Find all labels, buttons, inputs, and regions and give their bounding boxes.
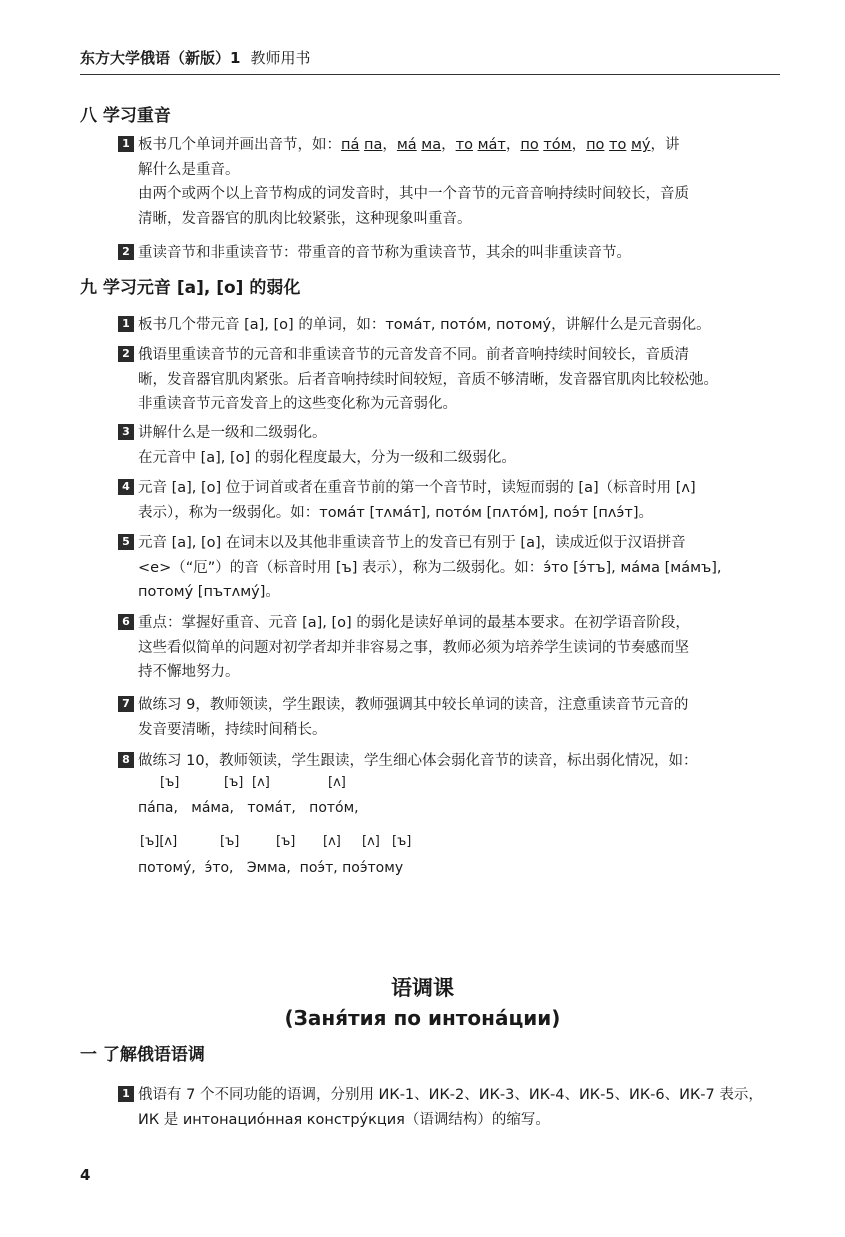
item-line: 发音要清晰，持续时间稍长。 (138, 721, 327, 738)
item-9-1 (118, 313, 783, 338)
separator: ， (571, 137, 587, 153)
item-9-5 (118, 531, 783, 605)
item-line: 做练习 9，教师领读，学生跟读，教师强调其中较长单词的读音，注意重读音节元音的 (138, 697, 689, 713)
item-number-marker: 7 (118, 696, 134, 712)
item-line: 这些看似简单的问题对初学者却并非容易之事，教师必须为培养学生读词的节奏感而坚 (138, 639, 689, 656)
underlined-syllable: по (586, 137, 605, 153)
item-number-marker: 1 (118, 316, 134, 332)
item-line: 元音 [а], [о] 在词末以及其他非重读音节上的发音已有别于 [а]，读成近似于汉语拼音 (138, 535, 686, 551)
phonetic-mark: [ъ] (160, 775, 180, 790)
item-line: 清晰，发音器官的肌肉比较紧张，这种现象叫重音。 (138, 210, 472, 227)
item-9-3 (118, 421, 783, 470)
item-number-marker: 5 (118, 534, 134, 550)
lesson-subtitle: (Заня́тия по интона́ции) (284, 1006, 561, 1030)
item-line: 俄语里重读音节的元音和非重读音节的元音发音不同。前者音响持续时间较长，音质清 (138, 347, 689, 363)
item-9-8 (118, 749, 783, 774)
item-line: 持不懈地努力。 (138, 664, 240, 680)
item-number-marker: 3 (118, 424, 134, 440)
phonetic-mark: [ъ] (220, 834, 240, 849)
underlined-syllable: то́м (543, 137, 572, 153)
item-line: 俄语有 7 个不同功能的语调，分别用 ИК-1、ИК-2、ИК-3、ИК-4、ИК-5、ИК-6、ИК-7 表示， (138, 1087, 763, 1103)
underlined-syllable: то (455, 137, 473, 153)
separator: ， (441, 137, 456, 153)
book-title: 东方大学俄语（新版）1 (80, 49, 241, 67)
item-number-marker: 1 (118, 1086, 134, 1102)
item-number-marker: 8 (118, 752, 134, 768)
item-line: 重读音节和非重读音节：带重音的音节称为重读音节，其余的叫非重读音节。 (138, 245, 631, 261)
item-line: 表示），称为一级弱化。如：тома́т [тʌма́т], пото́м [пʌто́м], поэ́т [пʌэ́т]。 (138, 504, 653, 521)
phonetic-mark: [ъ] (224, 775, 244, 790)
item-line: 非重读音节元音发音上的这些变化称为元音弱化。 (138, 396, 457, 412)
phonetic-mark: [ʌ] (362, 834, 380, 849)
section-heading-9: 九 学习元音 [а], [о] 的弱化 (80, 278, 301, 298)
item-line: 在元音中 [а], [о] 的弱化程度最大，分为一级和二级弱化。 (138, 449, 516, 466)
book-subtitle: 教师用书 (250, 49, 311, 67)
separator: ， (382, 137, 397, 153)
underlined-syllable: му́ (630, 137, 651, 153)
item-8-2 (118, 241, 783, 266)
phonetic-mark: [ъ] (392, 834, 412, 849)
item-number-marker: 1 (118, 136, 134, 152)
item-line: потому́ [пътʌму́]。 (138, 584, 280, 600)
item-9-6 (118, 611, 783, 685)
item-line: ИК 是 интонацио́нная констру́кция（语调结构）的缩写。 (138, 1111, 550, 1128)
item-line: 元音 [а], [о] 位于词首或者在重音节前的第一个音节时，读短而弱的 [а]（标音时用 [ʌ] (138, 480, 696, 496)
item-line: 板书几个带元音 [а], [о] 的单词，如：тома́т, пото́м, потому́，讲解什么是元音弱化。 (138, 317, 711, 333)
example-words: па́па, ма́ма, тома́т, пото́м, (138, 800, 359, 816)
lead-text: 板书几个单词并画出音节，如： (138, 137, 341, 153)
section-heading-8: 八 学习重音 (80, 106, 171, 126)
header-rule (80, 74, 780, 75)
phonetic-mark: [ʌ] (252, 775, 270, 790)
item-number-marker: 4 (118, 479, 134, 495)
lesson-item-1 (118, 1083, 783, 1132)
underlined-syllable: по (520, 137, 539, 153)
phonetic-mark: [ʌ] (328, 775, 346, 790)
running-header (80, 47, 310, 68)
item-8-1 (118, 133, 783, 231)
phonetic-mark: [ʌ] (323, 834, 341, 849)
item-line: 解什么是重音。 (138, 161, 240, 178)
underlined-syllable: ма́ (396, 137, 417, 153)
phonetic-mark: [ъ][ʌ] (140, 834, 178, 849)
tail-text: ，讲 (650, 137, 680, 153)
item-number-marker: 2 (118, 244, 134, 260)
item-line: 重点：掌握好重音、元音 [а], [о] 的弱化是读好单词的最基本要求。在初学语音阶段， (138, 615, 690, 631)
page-number: 4 (80, 1166, 91, 1184)
lesson-title: 语调课 (391, 975, 454, 1000)
underlined-syllable: то (609, 137, 627, 153)
item-9-7 (118, 693, 783, 742)
item-9-4 (118, 476, 783, 525)
example-words: потому́, э́то, Эмма, поэ́т, поэ́тому (138, 860, 404, 876)
underlined-syllable: ма (421, 137, 442, 153)
item-line: 由两个或两个以上音节构成的词发音时，其中一个音节的元音音响持续时间较长，音质 (138, 186, 689, 202)
item-line (138, 133, 783, 158)
separator: ， (505, 137, 521, 153)
underlined-syllable: ма́т (477, 137, 506, 153)
section-heading-1: 一 了解俄语语调 (80, 1045, 205, 1065)
underlined-syllable: па́ (341, 137, 360, 153)
underlined-syllable: па (363, 137, 383, 153)
item-number-marker: 6 (118, 614, 134, 630)
item-line: 晰，发音器官肌肉紧张。后者音响持续时间较短，音质不够清晰，发音器官肌肉比较松弛。 (138, 371, 718, 388)
phonetic-mark: [ъ] (276, 834, 296, 849)
item-9-2 (118, 343, 783, 417)
item-line: 做练习 10，教师领读，学生跟读，学生细心体会弱化音节的读音，标出弱化情况，如： (138, 753, 698, 769)
item-line: <e>（“厄”）的音（标音时用 [ъ] 表示），称为二级弱化。如：э́то [э́тъ], ма́ма [ма́мъ], (138, 559, 722, 576)
item-number-marker: 2 (118, 346, 134, 362)
item-line: 讲解什么是一级和二级弱化。 (138, 425, 327, 441)
